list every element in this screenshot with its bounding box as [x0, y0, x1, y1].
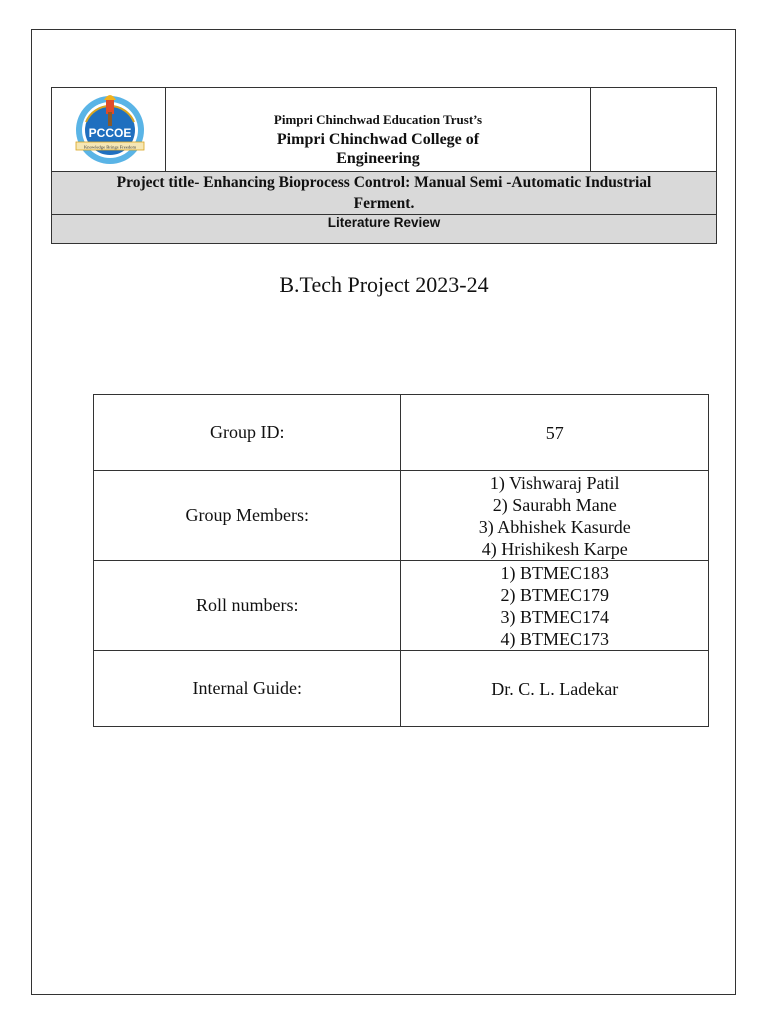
- group-id-value: 57: [401, 395, 709, 471]
- list-item: 1) Vishwaraj Patil: [489, 472, 620, 493]
- document-header: [51, 87, 717, 244]
- table-row: [94, 471, 709, 561]
- project-title-line2: Ferment.: [353, 195, 415, 212]
- blank-header-cell: [591, 88, 717, 171]
- college-logo: [68, 92, 152, 170]
- logo-text: PCCOE: [88, 126, 132, 140]
- roll-list: [401, 561, 709, 651]
- table-row: [94, 651, 709, 727]
- list-item: 3) BTMEC174: [500, 606, 609, 627]
- members-list: [401, 471, 709, 561]
- guide-value: Dr. C. L. Ladekar: [401, 651, 709, 727]
- roll-label: Roll numbers:: [94, 561, 401, 651]
- list-item: 1) BTMEC183: [500, 562, 609, 583]
- college-name-cell: [165, 88, 591, 171]
- list-item: 4) BTMEC173: [500, 628, 609, 649]
- list-item: 3) Abhishek Kasurde: [478, 516, 631, 537]
- table-row: [94, 395, 709, 471]
- logo-motto: Knowledge Brings Freedom: [83, 144, 137, 150]
- college-name-line1: Pimpri Chinchwad College of: [276, 131, 480, 148]
- logo-cell: [51, 88, 165, 171]
- section-label: Literature Review: [327, 215, 441, 230]
- header-top-row: [51, 87, 717, 171]
- guide-label: Internal Guide:: [94, 651, 401, 727]
- table-row: [94, 561, 709, 651]
- list-item: 2) BTMEC179: [500, 584, 609, 605]
- trust-name: Pimpri Chinchwad Education Trust’s: [273, 112, 483, 127]
- list-item: 4) Hrishikesh Karpe: [481, 538, 628, 559]
- section-label-band: [51, 215, 717, 244]
- group-id-label: Group ID:: [94, 395, 401, 471]
- project-title-line1: Project title- Enhancing Bioprocess Control: Manual Semi -Automatic Industrial: [116, 174, 652, 191]
- members-label: Group Members:: [94, 471, 401, 561]
- project-title-band: [51, 171, 717, 215]
- project-details-table: [93, 394, 709, 727]
- project-heading: B.Tech Project 2023-24: [279, 272, 489, 297]
- college-name: [166, 130, 590, 168]
- list-item: 2) Saurabh Mane: [492, 494, 617, 515]
- college-name-line2: Engineering: [336, 150, 420, 167]
